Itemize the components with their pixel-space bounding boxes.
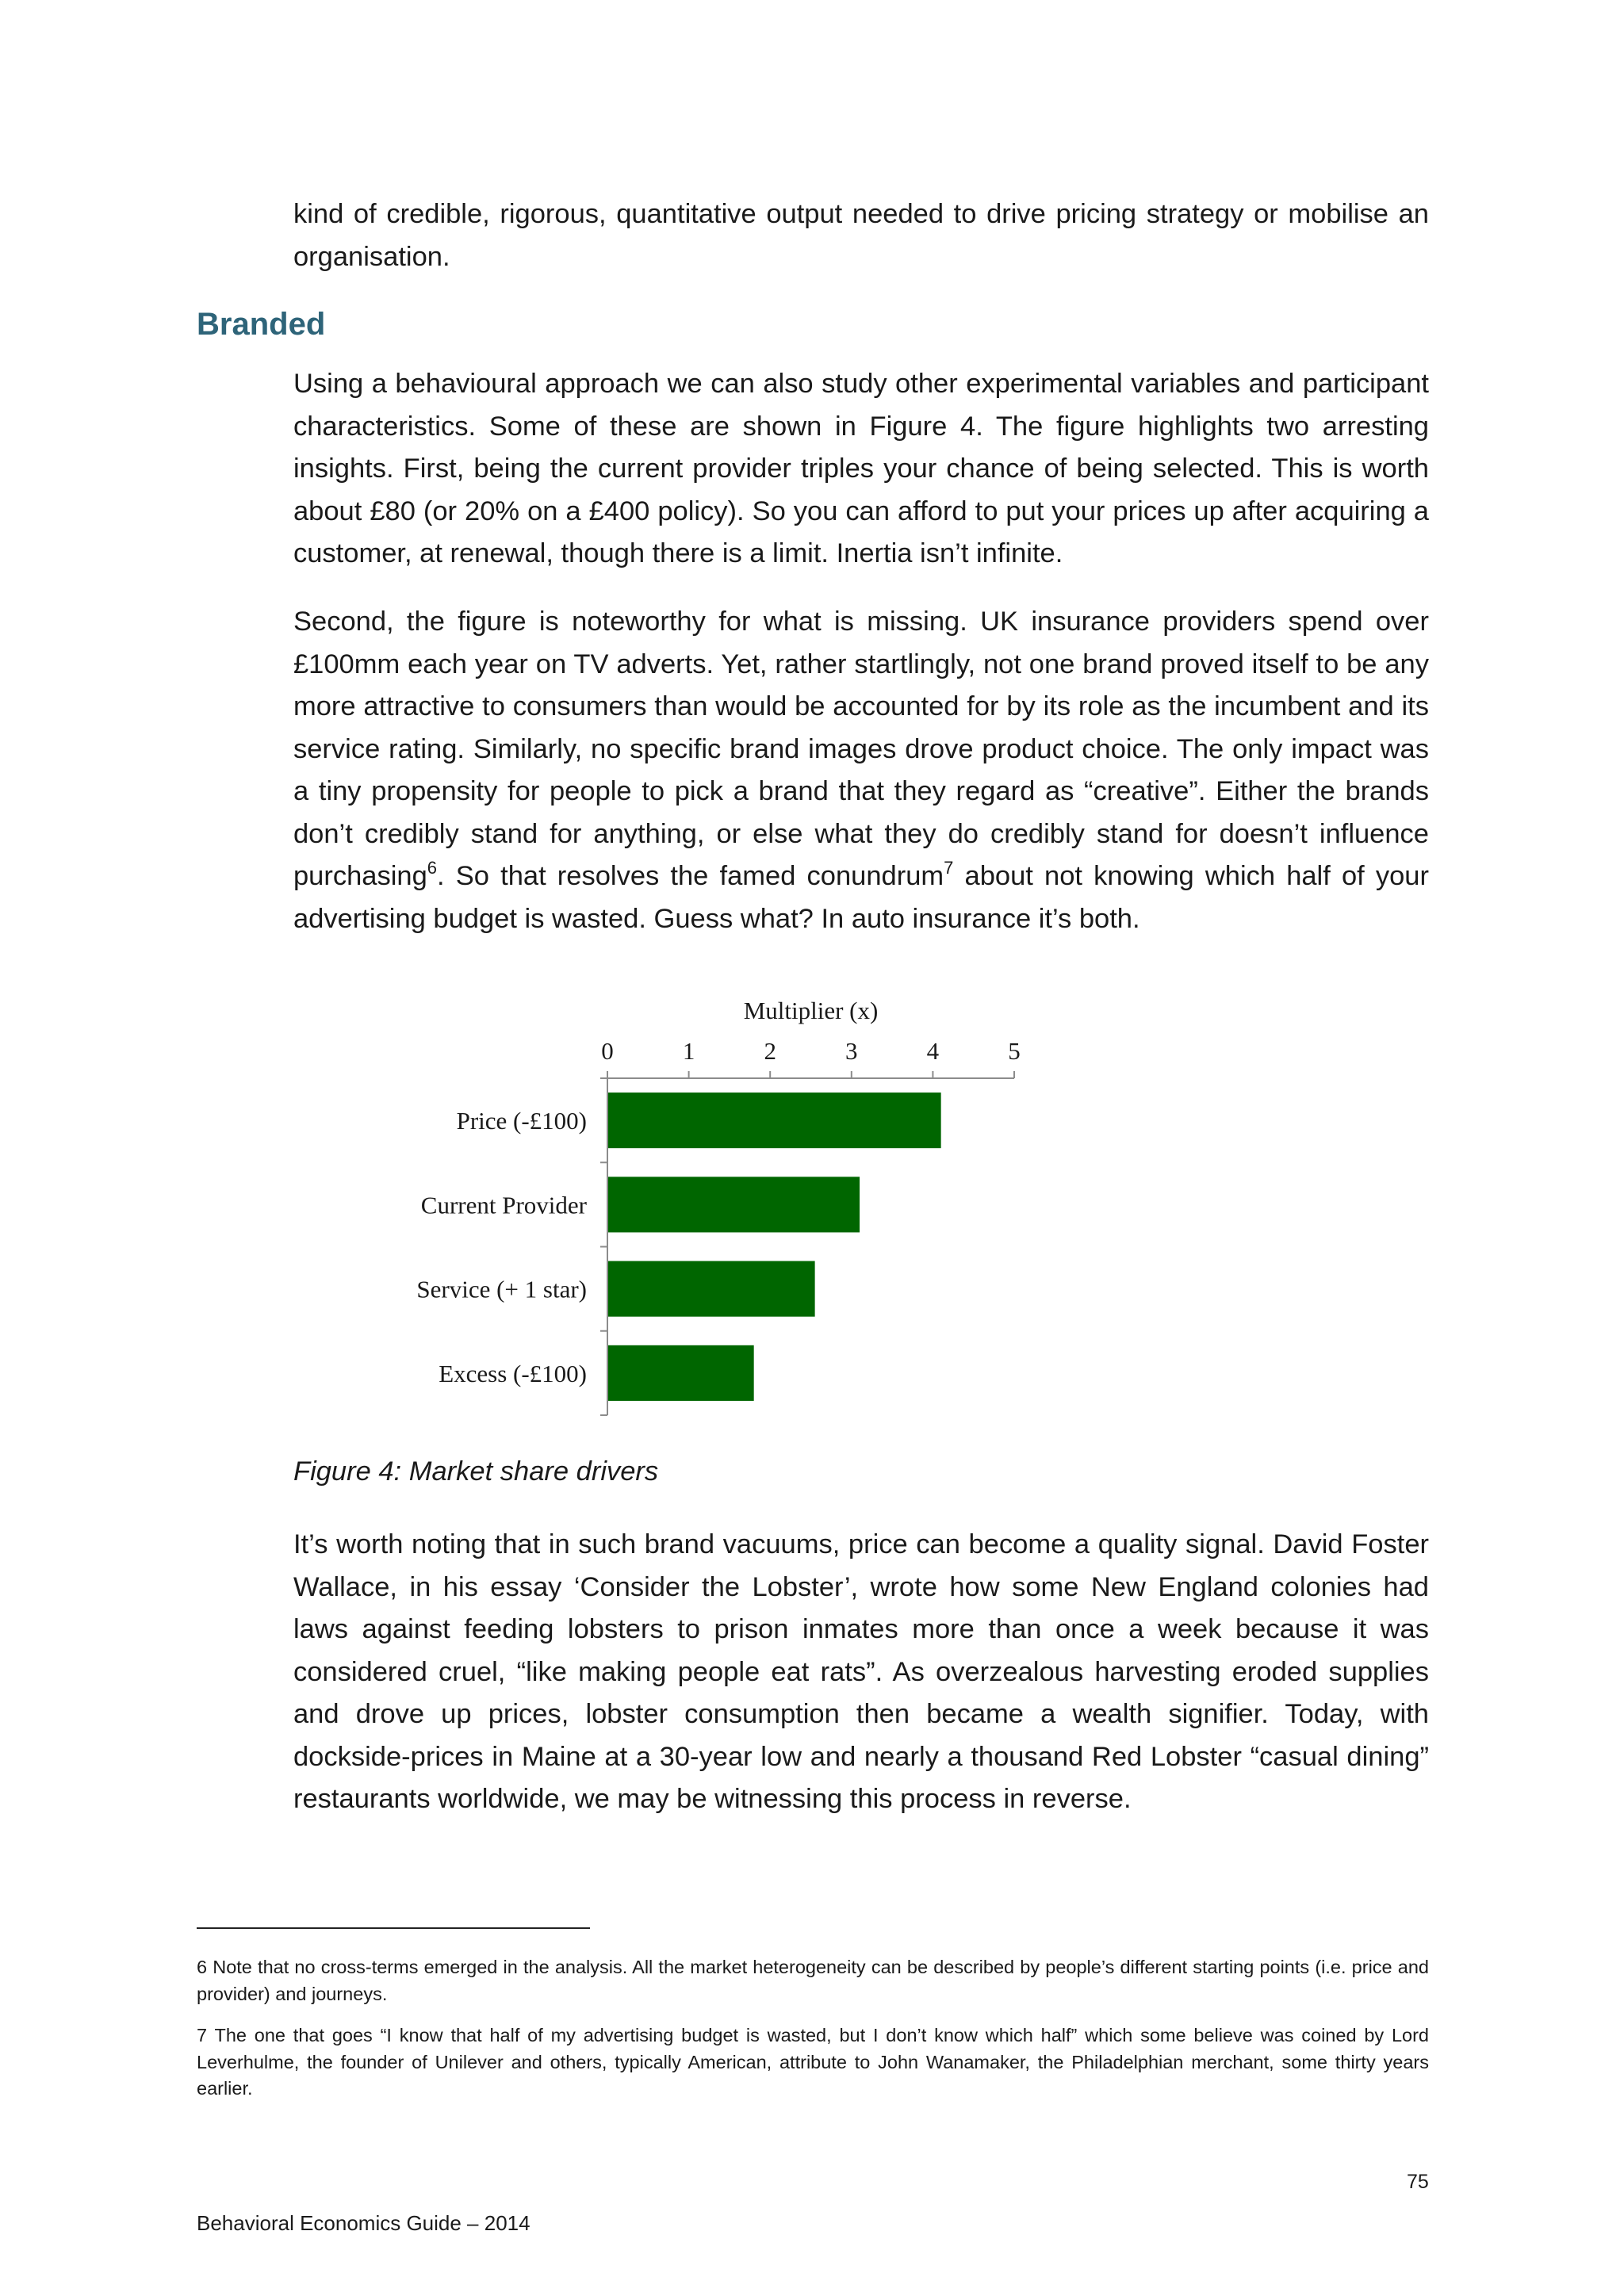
footnote-ref-7[interactable]: 7 xyxy=(944,858,954,878)
bar xyxy=(608,1177,860,1232)
x-tick-label: 3 xyxy=(845,1037,858,1065)
x-tick-label: 4 xyxy=(926,1037,940,1065)
paragraph-2-text-c: about not knowing which half of your advertising budget is wasted. Guess what? In auto insurance it’s both. xyxy=(293,861,1429,934)
paragraph-3: It’s worth noting that in such brand vacuums, price can become a quality signal. David Foster Wallace, in his essay ‘Consider the Lobster’, wrote how some New England colonies had laws against feeding lobsters to prison inmates more than once a week because it was considered cruel, “like making people eat rats”. As overzealous harvesting eroded supplies and drove up prices, lobster consumption then became a wealth signifier. Today, with dockside-prices in Maine at a 30-year low and nearly a thousand Red Lobster “casual dining” restaurants worldwide, we may be witnessing this process in reverse. xyxy=(293,1529,1429,1814)
footnote-divider xyxy=(197,1927,590,1929)
x-tick-label: 0 xyxy=(601,1037,614,1065)
footnote-7: 7 The one that goes “I know that half of my advertising budget is wasted, but I don’t know which half” which some believe was coined by Lord Leverhulme, the founder of Unilever and others, typically American, attribute to John Wanamaker, the Philadelphian merchant, some thirty years earlier. xyxy=(197,2025,1429,2099)
bar xyxy=(608,1345,754,1401)
paragraph-2-text-a: Second, the figure is noteworthy for what is missing. UK insurance providers spend over £100mm each year on TV adverts. Yet, rather startlingly, not one brand proved itself to be any more attractive to consumers than would be accounted for by its role as the incumbent and its service rating. Similarly, no specific brand images drove product choice. The only impact was a tiny propensity for people to pick a brand that they regard as “creative”. Either the brands don’t credibly stand for anything, or else what they do credibly stand for doesn’t influence purchasing xyxy=(293,607,1429,891)
bar xyxy=(608,1093,941,1148)
category-label: Service (+ 1 star) xyxy=(416,1275,587,1303)
section-heading: Branded xyxy=(197,307,326,342)
chart-title: Multiplier (x) xyxy=(743,997,879,1024)
footnote-6: 6 Note that no cross-terms emerged in the analysis. All the market heterogeneity can be described by people’s different starting points (i.e. price and provider) and journeys. xyxy=(197,1957,1429,2004)
category-label: Excess (-£100) xyxy=(439,1359,587,1387)
paragraph-1: Using a behavioural approach we can also study other experimental variables and participant characteristics. Some of these are shown in Figure 4. The figure highlights two arresting insights. First, being the current provider triples your chance of being selected. This is worth about £80 (or 20% on a £400 policy). So you can afford to put your prices up after acquiring a customer, at renewal, though there is a limit. Inertia isn’t infinite. xyxy=(293,369,1429,568)
page-number: 75 xyxy=(1407,2171,1429,2193)
x-tick-label: 5 xyxy=(1008,1037,1021,1065)
footer-title: Behavioral Economics Guide – 2014 xyxy=(197,2211,530,2235)
x-tick-label: 2 xyxy=(764,1037,776,1065)
footnote-ref-6[interactable]: 6 xyxy=(427,858,438,878)
x-tick-label: 1 xyxy=(682,1037,695,1065)
bar xyxy=(608,1261,815,1317)
paragraph-2-text-b: . So that resolves the famed conundrum xyxy=(437,861,944,891)
figure-caption: Figure 4: Market share drivers xyxy=(293,1456,659,1487)
category-label: Price (-£100) xyxy=(456,1107,587,1135)
intro-paragraph: kind of credible, rigorous, quantitative output needed to drive pricing strategy or mobilise an organisation. xyxy=(293,199,1429,272)
category-label: Current Provider xyxy=(420,1191,587,1219)
